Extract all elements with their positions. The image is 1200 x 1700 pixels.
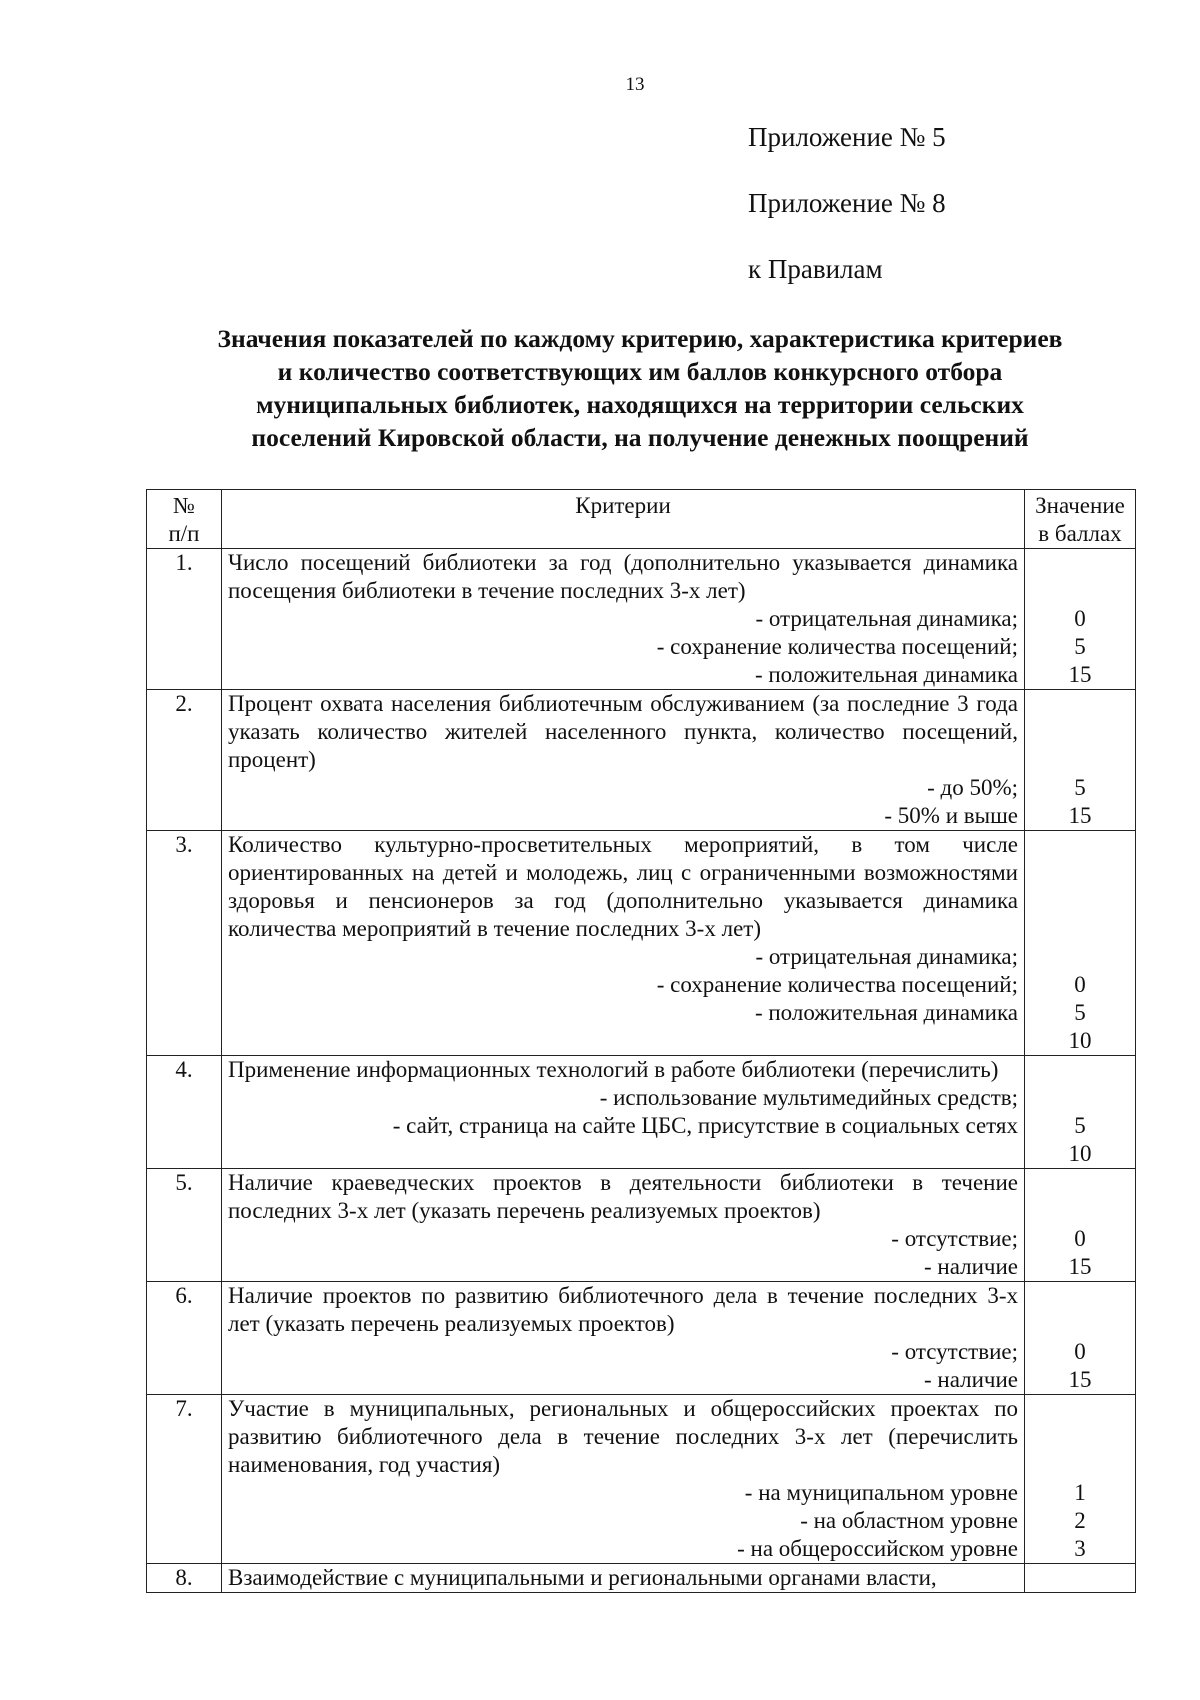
title-line-3: муниципальных библиотек, находящихся на территории сельских	[256, 390, 1024, 419]
annex-block	[748, 124, 946, 283]
document-title	[140, 322, 1140, 454]
annex-line-1: Приложение № 5	[748, 122, 946, 152]
score-value: 0	[1074, 606, 1086, 631]
criterion-description: Количество культурно-просветительных мероприятий, в том числе ориентированных на детей и молодежь, лиц с ограниченными возможностями здоровья и пенсионеров за год (дополнительно указывается динамика количества мероприятий в течение последних 3-х лет)	[228, 832, 1018, 941]
criterion-cell	[222, 1282, 1025, 1395]
criterion-option: - сохранение количества посещений;	[656, 634, 1018, 659]
criterion-description: Участие в муниципальных, региональных и общероссийских проектах по развитию библиотечного дела в течение последних 3-х лет (перечислить наименования, год участия)	[228, 1396, 1018, 1477]
score-value: 0	[1074, 1226, 1086, 1251]
score-spacer	[1025, 690, 1135, 774]
criterion-option: - использование мультимедийных средств;	[599, 1085, 1018, 1110]
score-value: 15	[1068, 1367, 1092, 1392]
criterion-option: - на общероссийском уровне	[737, 1536, 1018, 1561]
criterion-description: Наличие проектов по развитию библиотечного дела в течение последних 3-х лет (указать перечень реализуемых проектов)	[228, 1283, 1018, 1336]
table-row	[147, 1056, 1136, 1169]
row-number: 3.	[147, 831, 222, 1056]
row-number: 4.	[147, 1056, 222, 1169]
header-score	[1025, 490, 1136, 549]
header-criteria: Критерии	[222, 490, 1025, 549]
table-row	[147, 831, 1136, 1056]
row-number: 7.	[147, 1395, 222, 1564]
criteria-table-body	[147, 549, 1136, 1593]
score-value: 10	[1068, 1141, 1092, 1166]
title-line-1: Значения показателей по каждому критерию, характеристика критериев	[217, 324, 1063, 353]
score-value: 10	[1068, 1028, 1092, 1053]
criterion-description: Применение информационных технологий в работе библиотеки (перечислить)	[228, 1057, 999, 1082]
score-value: 5	[1074, 634, 1086, 659]
criterion-option: - сайт, страница на сайте ЦБС, присутствие в социальных сетях	[392, 1113, 1018, 1138]
score-spacer	[1025, 1169, 1135, 1225]
criterion-option: - положительная динамика	[754, 1000, 1018, 1025]
title-line-2: и количество соответствующих им баллов конкурсного отбора	[277, 357, 1003, 386]
row-number: 8.	[147, 1564, 222, 1593]
score-cell	[1025, 549, 1136, 690]
criterion-option: - наличие	[924, 1254, 1018, 1279]
criterion-description: Процент охвата населения библиотечным обслуживанием (за последние 3 года указать количество жителей населенного пункта, количество посещений, процент)	[228, 691, 1018, 772]
criterion-option: - на областном уровне	[800, 1508, 1018, 1533]
score-value: 15	[1068, 662, 1092, 687]
score-spacer	[1025, 1395, 1135, 1479]
score-value: 0	[1074, 1339, 1086, 1364]
row-number: 6.	[147, 1282, 222, 1395]
score-value: 5	[1074, 1113, 1086, 1138]
score-value: 0	[1074, 972, 1086, 997]
criterion-option: - на муниципальном уровне	[744, 1480, 1018, 1505]
table-row	[147, 549, 1136, 690]
criterion-description: Наличие краеведческих проектов в деятельности библиотеки в течение последних 3-х лет (указать перечень реализуемых проектов)	[228, 1170, 1018, 1223]
score-spacer	[1025, 549, 1135, 605]
score-value: 2	[1074, 1508, 1086, 1533]
score-spacer	[1025, 1564, 1135, 1592]
annex-line-3: к Правилам	[748, 254, 883, 284]
header-number	[147, 490, 222, 549]
row-number: 1.	[147, 549, 222, 690]
criterion-option: - отсутствие;	[891, 1339, 1018, 1364]
criterion-option: - отсутствие;	[891, 1226, 1018, 1251]
table-row	[147, 1169, 1136, 1282]
row-number: 5.	[147, 1169, 222, 1282]
score-spacer	[1025, 1282, 1135, 1338]
score-value: 1	[1074, 1480, 1086, 1505]
criterion-option: - отрицательная динамика;	[755, 606, 1018, 631]
score-cell	[1025, 1282, 1136, 1395]
header-number-line-2: п/п	[168, 521, 200, 546]
criterion-option: - до 50%;	[927, 775, 1018, 800]
score-cell	[1025, 1564, 1136, 1593]
criteria-table	[146, 489, 1136, 1593]
criterion-option: - 50% и выше	[884, 803, 1018, 828]
table-row	[147, 1282, 1136, 1395]
criterion-cell	[222, 1564, 1025, 1593]
criterion-cell	[222, 690, 1025, 831]
criterion-option: - положительная динамика	[754, 662, 1018, 687]
header-score-line-1: Значение	[1035, 493, 1125, 518]
criterion-option: - отрицательная динамика;	[755, 944, 1018, 969]
table-header-row	[147, 490, 1136, 549]
header-score-line-2: в баллах	[1038, 521, 1122, 546]
score-value: 5	[1074, 1000, 1086, 1025]
row-number: 2.	[147, 690, 222, 831]
annex-line-2: Приложение № 8	[748, 188, 946, 218]
score-value: 15	[1068, 803, 1092, 828]
criterion-cell	[222, 1169, 1025, 1282]
criterion-cell	[222, 831, 1025, 1056]
criterion-cell	[222, 1395, 1025, 1564]
score-spacer	[1025, 1056, 1135, 1112]
page-number: 13	[625, 74, 645, 95]
table-row	[147, 1564, 1136, 1593]
score-value: 5	[1074, 775, 1086, 800]
table-row	[147, 1395, 1136, 1564]
score-cell	[1025, 690, 1136, 831]
score-spacer	[1025, 831, 1135, 971]
criterion-cell	[222, 549, 1025, 690]
score-cell	[1025, 831, 1136, 1056]
score-cell	[1025, 1056, 1136, 1169]
criterion-description: Число посещений библиотеки за год (дополнительно указывается динамика посещения библиотеки в течение последних 3-х лет)	[228, 550, 1018, 603]
table-row	[147, 690, 1136, 831]
score-value: 3	[1074, 1536, 1086, 1561]
title-line-4: поселений Кировской области, на получение денежных поощрений	[251, 423, 1029, 452]
score-value: 15	[1068, 1254, 1092, 1279]
score-cell	[1025, 1395, 1136, 1564]
criterion-cell	[222, 1056, 1025, 1169]
criterion-option: - наличие	[924, 1367, 1018, 1392]
header-number-line-1: №	[173, 493, 195, 518]
criterion-description: Взаимодействие с муниципальными и региональными органами власти,	[228, 1565, 937, 1590]
score-cell	[1025, 1169, 1136, 1282]
criterion-option: - сохранение количества посещений;	[656, 972, 1018, 997]
